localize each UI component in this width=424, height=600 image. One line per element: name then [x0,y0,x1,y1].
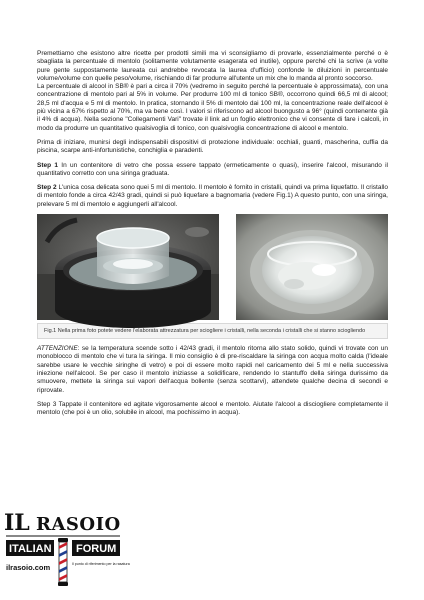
logo-brand-italian: ITALIAN [9,543,52,555]
step-2-label: Step 2 [37,184,57,192]
attention-label: ATTENZIONE [37,345,78,353]
attention-text: : se la temperatura scende sotto i 42/43 gradi, il mentolo ritorna allo stato solido, quindi vi trovate con un monoblocco di mentolo che vi tura la siringa. Il mio consiglio è di pre-riscaldare la siringa con acqua molto calda (l'ideale sarebbe usare le vecchie siringhe di vetro) e poi di essere molto rapidi nel caricamento dei 5 ml e nella successiva iniezione nell'alcool. Se per caso il mentolo iniziasse a solidificare, rendendo lo stantuffo della siringa durissimo da smuovere, mettete la siringa sui vapori dell'acqua bollente (senza scottarvi), attendete qualche decina di secondi e riprovate. [37,345,388,394]
protection-paragraph: Prima di iniziare, munirsi degli indispensabili dispositivi di protezione individuale: occhiali, guanti, mascherina, cuffia da piscina, scarpe anti-infortunistiche, conchiglia e paradenti. [37,138,388,155]
step-3-paragraph: Step 3 Tappate il contenitore ed agitate vigorosamente alcool e mentolo. Aiutate l'alcool a disciogliere completamente il mentolo (che poi è un olio, solubile in alcool, ma pochissimo in acqua). [37,400,388,417]
document-body [37,50,388,417]
step-1-label: Step 1 [37,161,58,169]
figure-photos [37,214,388,320]
photo-double-boiler [37,214,219,320]
logo-url: ilrasoio.com [6,563,51,572]
photo-melting-crystals [236,214,388,320]
intro-paragraph: Premettiamo che esistono altre ricette per prodotti simili ma vi sconsigliamo di provarle, essenzialmente perché o è sbagliata la percentuale di mentolo (solitamente volutamente esagerata ed inutile), oppure perché chi la scrive (a volte pure gente suppostamente laureata cui andrebbe revocata la laurea d'ufficio) confonde le diluizioni in percentuale volume/volume con quelle peso/volume, rischiando di far produrre all'utente un mix che lo manda al pronto soccorso. [37,50,388,82]
logo-tagline: Il punto di riferimento per la rasatura [72,562,130,566]
attention-paragraph [37,345,388,395]
il-rasoio-logo [4,508,130,596]
step-1-text: In un contenitore di vetro che possa essere tappato (ermeticamente o quasi), inserire l'alcool, misurando il quantitativo corretto con una siringa graduata. [37,161,388,177]
alcohol-paragraph: La percentuale di alcool in SB® è pari a circa il 70% (vedremo in seguito perché la percentuale è approssimata), con una concentrazione di mentolo pari al 5% in volume. Per produrre 100 ml di tonico SB®, occorrono quindi 66,5 ml di alcool; 28,5 ml d'acqua e 5 ml di mentolo. In pratica, stornando il 5% di mentolo dai 100 ml, la concentrazione reale dell'alcool è più vicina a 67% rispetto al 70%, ma va bene così. I valori si riferiscono ad alcool buongusto a 96° (quindi contenente già il 4% di acqua). Nella sezione "Collegamenti Vari" trovate il link ad un foglio elettronico che vi consente di fare i calcoli, in modo da produrre un quantitativo qualsivoglia di tonico, con qualsivoglia concentrazione di alcool e mentolo. [37,83,388,132]
logo-word-il: IL [4,510,30,536]
figure-caption: Fig.1 Nella prima foto potete vedere l'elaborata attrezzatura per sciogliere i cristalli, nella seconda i cristalli che si stanno sciogliendo [37,323,388,339]
step-1-paragraph [37,162,388,179]
logo-word-rasoio: RASOIO [36,514,121,535]
step-2-text: L'unica cosa delicata sono quei 5 ml di mentolo. Il mentolo è fornito in cristalli, quindi va prima liquefatto. Il cristallo di mentolo fonde a circa 42/43 gradi, quindi si può liquefare a bagnomaria (vedere Fig.1) A questo punto, con una siringa, prelevare 5 ml di mentolo e aggiungerli all'alcool. [37,184,388,208]
logo-brand-forum: FORUM [76,543,117,555]
barber-pole-icon [58,538,68,586]
step-2-paragraph [37,184,388,209]
